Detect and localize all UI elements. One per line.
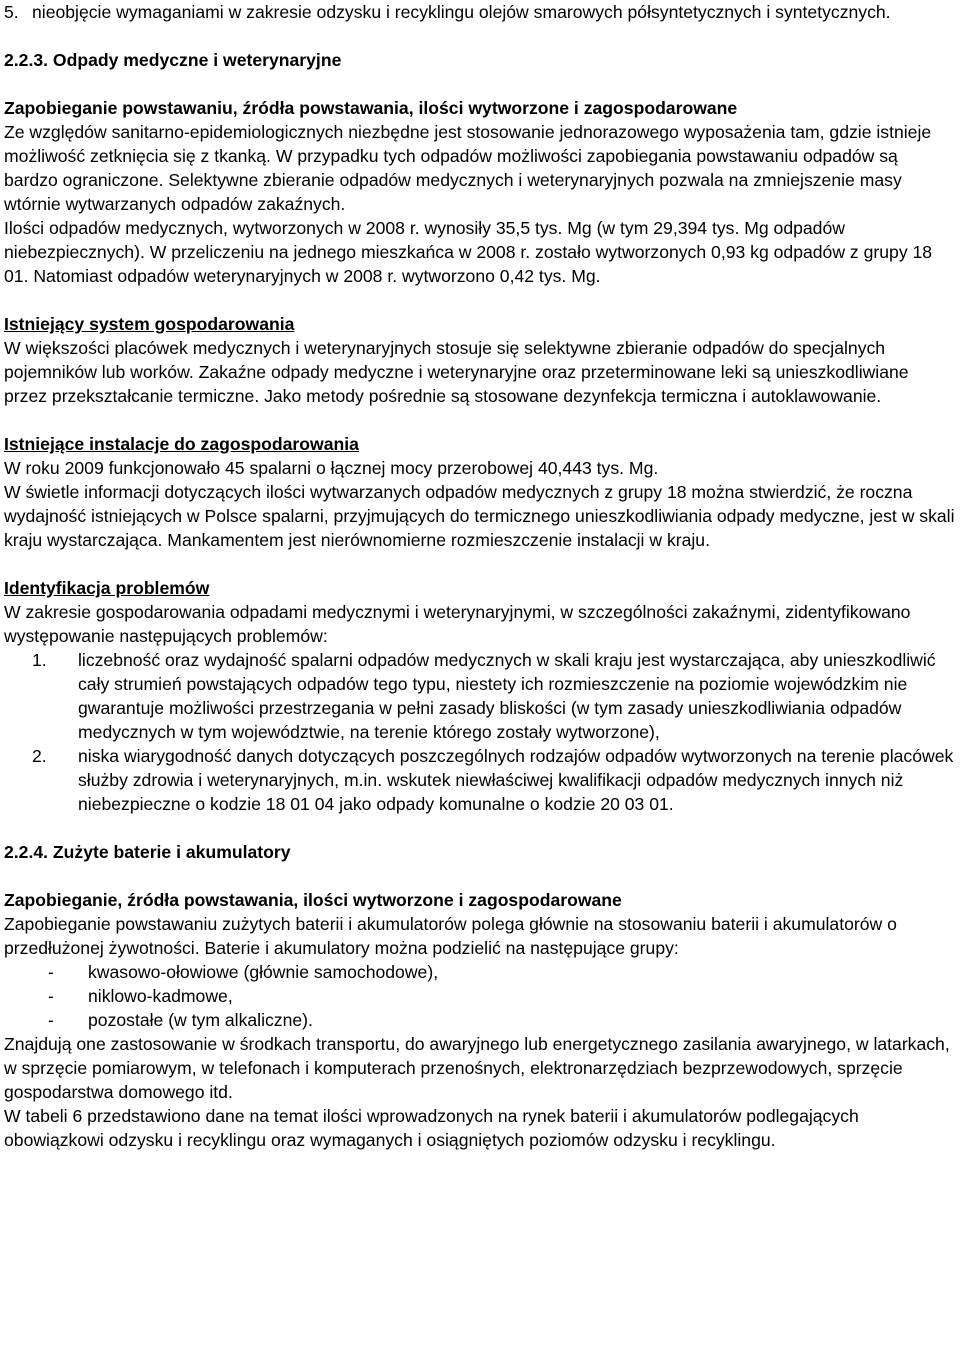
list-item [4,984,956,1008]
list-number: 5. [4,2,19,22]
list-text: nieobjęcie wymaganiami w zakresie odzysku i recyklingu olejów smarowych półsyntetycznych i syntetycznych. [32,2,891,22]
section-heading-2-2-4: 2.2.4. Zużyte baterie i akumulatory [4,842,291,862]
list-item [4,744,956,816]
battery-groups-list [4,960,956,1032]
paragraph-batteries: Zapobieganie powstawaniu zużytych baterii i akumulatorów polega głównie na stosowaniu baterii i akumulatorów o przedłużonej żywotności. Baterie i akumulatory można podzielić na następujące grupy: [4,914,897,958]
list-marker: - [48,986,54,1006]
list-text: kwasowo-ołowiowe (głównie samochodowe), [88,962,439,982]
subsection-title-system: Istniejący system gospodarowania [4,314,295,334]
subsection-title-batteries: Zapobieganie, źródła powstawania, ilości wytworzone i zagospodarowane [4,890,622,910]
section-heading-2-2-3: 2.2.3. Odpady medyczne i weterynaryjne [4,50,342,70]
paragraph-quantities: Ilości odpadów medycznych, wytworzonych w 2008 r. wynosiły 35,5 tys. Mg (w tym 29,394 tys. Mg odpadów niebezpiecznych). W przeliczeniu na jednego mieszkańca w 2008 r. zostało wytworzonych 0,93 kg odpadów z grupy 18 01. Natomiast odpadów weterynaryjnych w 2008 r. wytworzono 0,42 tys. Mg. [4,218,933,286]
list-item [4,1008,956,1032]
paragraph-installations-2: W świetle informacji dotyczących ilości wytwarzanych odpadów medycznych z grupy 18 można stwierdzić, że roczna wydajność istniejących w Polsce spalarni, przyjmujących do termicznego unieszkodliwiania odpady medyczne, jest w skali kraju wystarczająca. Mankamentem jest nierównomierne rozmieszczenie instalacji w kraju. [4,482,955,550]
paragraph-table-reference: W tabeli 6 przedstawiono dane na temat ilości wprowadzonych na rynek baterii i akumulatorów podlegających obowiązkowi odzysku i recyklingu oraz wymaganych i osiągniętych poziomów odzysku i recyklingu. [4,1106,859,1150]
list-item-5 [4,0,956,24]
paragraph-system: W większości placówek medycznych i weterynaryjnych stosuje się selektywne zbieranie odpadów do specjalnych pojemników lub worków. Zakaźne odpady medyczne i weterynaryjne oraz przeterminowane leki są unieszkodliwiane przez przekształcanie termiczne. Jako metody pośrednie są stosowane dezynfekcja termiczna i autoklawowanie. [4,338,909,406]
subsection-title-problems: Identyfikacja problemów [4,578,210,598]
list-item [4,960,956,984]
paragraph-prevention: Ze względów sanitarno-epidemiologicznych niezbędne jest stosowanie jednorazowego wyposażenia tam, gdzie istnieje możliwość zetknięcia się z tkanką. W przypadku tych odpadów możliwości zapobiegania powstawaniu odpadów są bardzo ograniczone. Selektywne zbieranie odpadów medycznych i weterynaryjnych pozwala na zmniejszenie masy wtórnie wytwarzanych odpadów zakaźnych. [4,122,932,214]
list-text: liczebność oraz wydajność spalarni odpadów medycznych w skali kraju jest wystarczająca, aby unieszkodliwić cały strumień powstających odpadów tego typu, niestety ich rozmieszczenie na poziomie wojewódzkim nie gwarantuje możliwości przestrzegania w pełni zasady bliskości (w tym zasady unieszkodliwiania odpadów medycznych w tym województwie, na terenie którego zostały wytworzone), [78,650,936,742]
subsection-title-installations: Istniejące instalacje do zagospodarowania [4,434,359,454]
list-text: niska wiarygodność danych dotyczących poszczególnych rodzajów odpadów wytworzonych na terenie placówek służby zdrowia i weterynaryjnych, m.in. wskutek niewłaściwej kwalifikacji odpadów medycznych innych niż niebezpieczne o kodzie 18 01 04 jako odpady komunalne o kodzie 20 03 01. [78,746,954,814]
list-number: 1. [32,650,47,670]
list-number: 2. [32,746,47,766]
list-marker: - [48,962,54,982]
paragraph-installations: W roku 2009 funkcjonowało 45 spalarni o łącznej mocy przerobowej 40,443 tys. Mg. [4,458,659,478]
list-item [4,648,956,744]
document-page [4,0,956,1152]
paragraph-problems: W zakresie gospodarowania odpadami medycznymi i weterynaryjnymi, w szczególności zakaźnymi, zidentyfikowano występowanie następujących problemów: [4,602,911,646]
problems-list [4,648,956,816]
paragraph-applications: Znajdują one zastosowanie w środkach transportu, do awaryjnego lub energetycznego zasilania awaryjnego, w latarkach, w sprzęcie pomiarowym, w telefonach i komputerach przenośnych, elektronarzędziach bezprzewodowych, sprzęcie gospodarstwa domowego itd. [4,1034,950,1102]
list-marker: - [48,1010,54,1030]
list-text: niklowo-kadmowe, [88,986,233,1006]
subsection-title-prevention: Zapobieganie powstawaniu, źródła powstawania, ilości wytworzone i zagospodarowane [4,98,738,118]
list-text: pozostałe (w tym alkaliczne). [88,1010,313,1030]
